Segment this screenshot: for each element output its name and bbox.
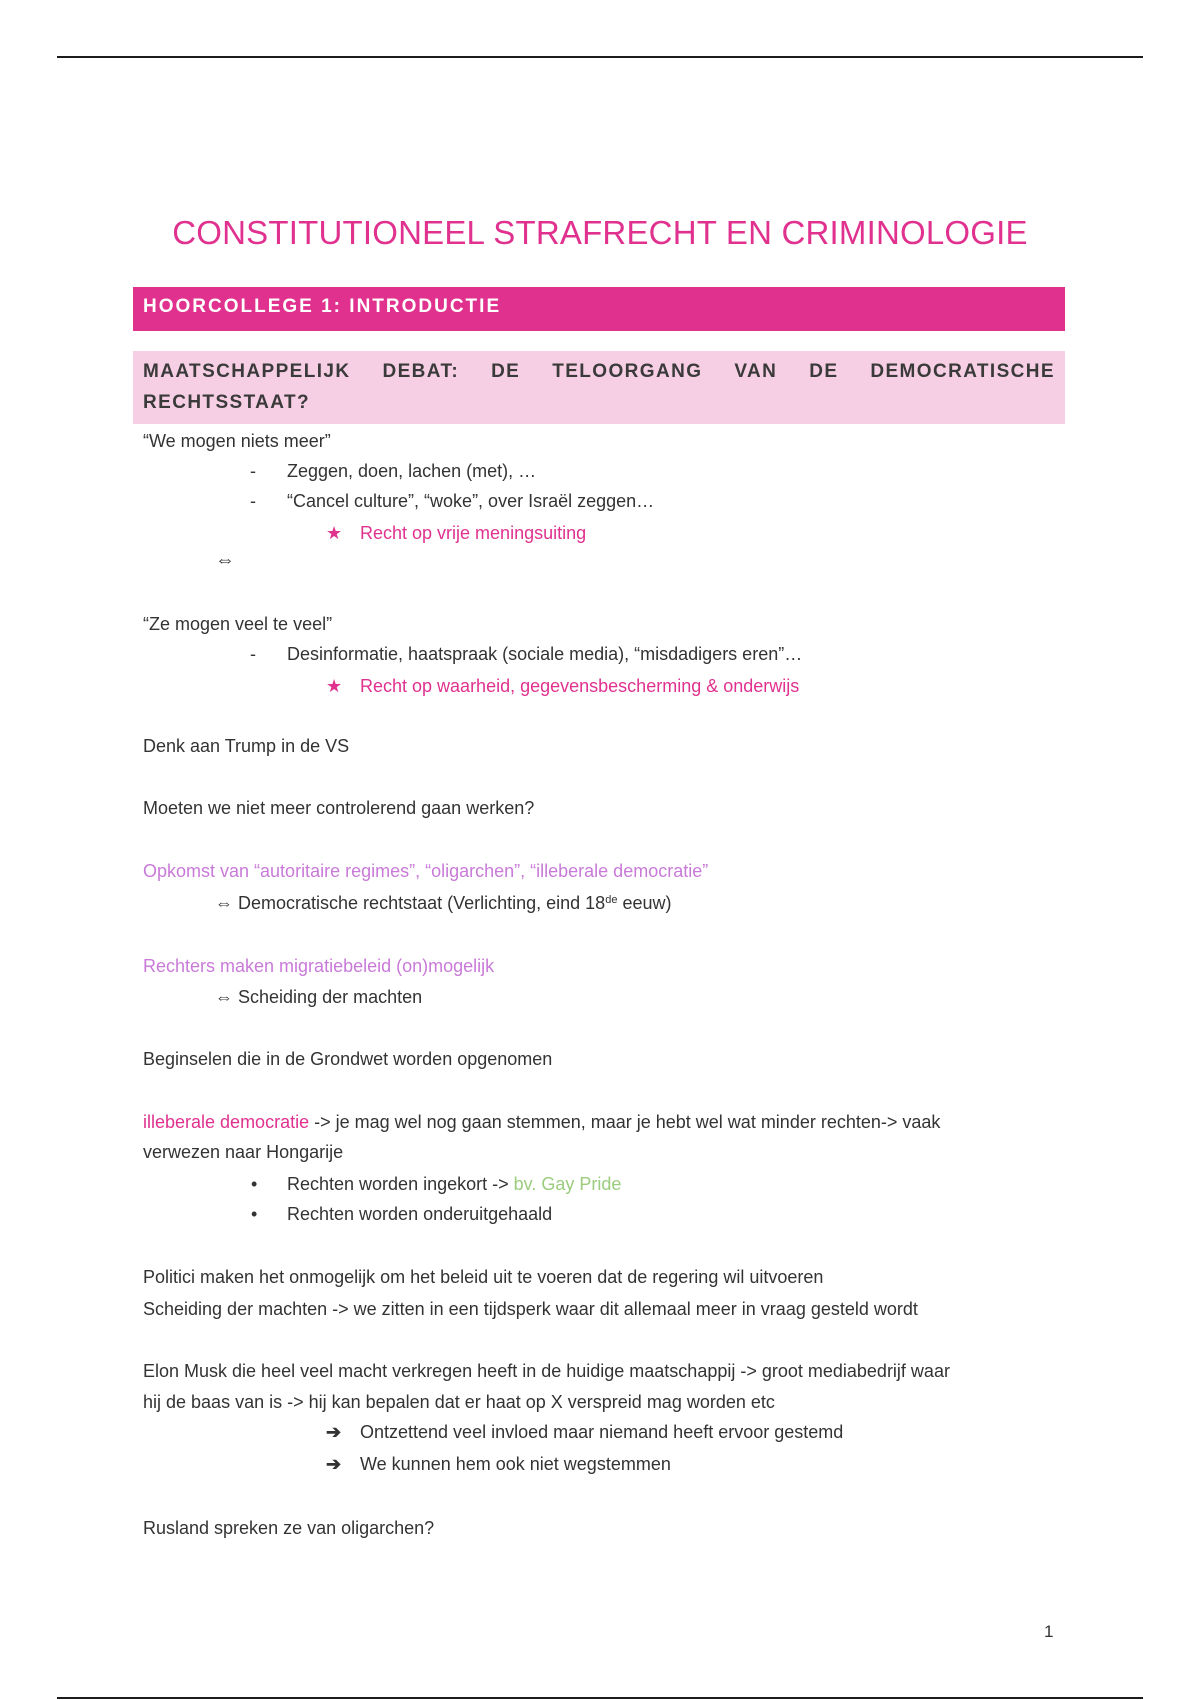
illeberaal-text: -> je mag wel nog gaan stemmen, maar je hebt wel wat minder rechten-> vaak [309, 1112, 941, 1132]
star-icon: ★ [326, 676, 343, 696]
header-rule [57, 56, 1143, 58]
subheading-word: DE [491, 361, 521, 382]
ordinal-superscript: de [605, 894, 618, 906]
dash-marker: - [250, 644, 256, 664]
paragraph-rusland: Rusland spreken ze van oligarchen? [143, 1518, 435, 1538]
arrow-item: We kunnen hem ook niet wegstemmen [360, 1454, 671, 1474]
paragraph-scheiding-tijdsperk: Scheiding der machten -> we zitten in een tijdsperk waar dit allemaal meer in vraag gesteld wordt [143, 1299, 918, 1319]
paragraph-trump: Denk aan Trump in de VS [143, 736, 350, 756]
paragraph-hongarije: verwezen naar Hongarije [143, 1142, 344, 1162]
paragraph-beginselen: Beginselen die in de Grondwet worden opgenomen [143, 1049, 553, 1069]
rechtstaat-text: Democratische rechtstaat (Verlichting, eind 18 [238, 893, 606, 913]
bullet-marker: • [251, 1204, 258, 1224]
list-item: Rechten worden onderuitgehaald [287, 1204, 553, 1224]
subheading-word: MAATSCHAPPELIJK [143, 361, 351, 382]
dash-marker: - [250, 491, 256, 511]
bullet-text: Rechten worden ingekort -> [287, 1174, 514, 1194]
subheading-line-2: RECHTSSTAAT? [143, 392, 311, 413]
paragraph-politici: Politici maken het onmogelijk om het beleid uit te voeren dat de regering wil uitvoeren [143, 1267, 824, 1287]
paragraph-elon-musk-cont: hij de baas van is -> hij kan bepalen dat er haat op X verspreid mag worden etc [143, 1392, 775, 1412]
arrow-right-icon: ➔ [326, 1422, 342, 1442]
arrow-item: Ontzettend veel invloed maar niemand heeft ervoor gestemd [360, 1422, 844, 1442]
quote-ze-mogen-veel-te-veel: “Ze mogen veel te veel” [143, 614, 333, 634]
subheading-line-1 [143, 356, 1055, 387]
footer-rule [57, 1697, 1143, 1699]
section-heading: HOORCOLLEGE 1: INTRODUCTIE [133, 287, 1065, 331]
paragraph-autoritaire-regimes: Opkomst van “autoritaire regimes”, “oligarchen”, “illeberale democratie” [143, 861, 709, 881]
subheading-word: TELOORGANG [552, 361, 703, 382]
highlight-vrije-meningsuiting: Recht op vrije meningsuiting [360, 523, 587, 543]
paragraph-democratische-rechtstaat [215, 890, 671, 916]
paragraph-elon-musk: Elon Musk die heel veel macht verkregen heeft in de huidige maatschappij -> groot mediabedrijf waar [143, 1361, 950, 1381]
subheading-word: VAN [734, 361, 778, 382]
document-title: CONSTITUTIONEEL STRAFRECHT EN CRIMINOLOGIE [172, 214, 1028, 251]
page-number: 1 [1044, 1622, 1054, 1641]
list-item [287, 1171, 621, 1197]
subheading [133, 351, 1065, 424]
bullet-marker: • [251, 1174, 258, 1194]
rechtstaat-text-end: eeuw) [617, 893, 672, 913]
paragraph-scheiding-der-machten [215, 984, 422, 1010]
dash-marker: - [250, 461, 256, 481]
list-item: Desinformatie, haatspraak (sociale media), “misdadigers eren”… [287, 644, 803, 664]
paragraph-controlerend: Moeten we niet meer controlerend gaan werken? [143, 798, 535, 818]
subheading-word: DE [809, 361, 839, 382]
equivalence-icon: ⇔ [215, 893, 233, 913]
paragraph-illeberale-democratie [143, 1109, 940, 1135]
arrow-right-icon: ➔ [326, 1454, 342, 1474]
equivalence-icon: ⇔ [215, 549, 235, 571]
equivalence-icon: ⇔ [215, 987, 233, 1007]
list-item: “Cancel culture”, “woke”, over Israël zeggen… [287, 491, 655, 511]
highlight-recht-op-waarheid: Recht op waarheid, gegevensbescherming & onderwijs [360, 676, 800, 696]
paragraph-rechters: Rechters maken migratiebeleid (on)mogelijk [143, 956, 495, 976]
term-illeberale-democratie: illeberale democratie [143, 1112, 310, 1132]
scheiding-text: Scheiding der machten [238, 987, 423, 1007]
subheading-word: DEBAT: [382, 361, 460, 382]
subheading-word: DEMOCRATISCHE [870, 361, 1055, 382]
list-item: Zeggen, doen, lachen (met), … [287, 461, 537, 481]
example-gay-pride: bv. Gay Pride [513, 1174, 622, 1194]
quote-we-mogen-niets-meer: “We mogen niets meer” [143, 431, 331, 451]
star-icon: ★ [326, 523, 343, 543]
